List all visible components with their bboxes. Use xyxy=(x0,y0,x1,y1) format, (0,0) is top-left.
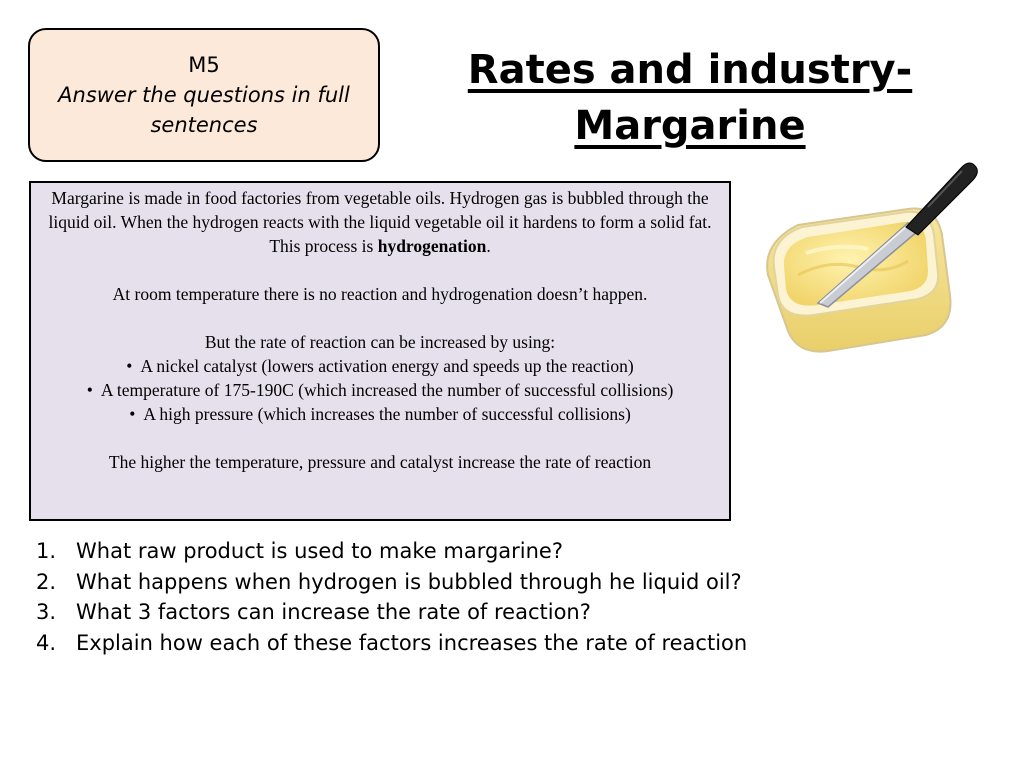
page-title xyxy=(440,42,940,154)
question-text: What happens when hydrogen is bubbled through he liquid oil? xyxy=(76,569,742,594)
info-box xyxy=(29,181,731,521)
question-text: What 3 factors can increase the rate of reaction? xyxy=(76,600,591,624)
question-number: 1. xyxy=(36,539,57,563)
question-text: Explain how each of these factors increases the rate of reaction xyxy=(76,630,748,655)
question-item xyxy=(36,536,996,567)
title-line-2: Margarine xyxy=(574,103,806,149)
question-number: 3. xyxy=(36,600,57,624)
question-item xyxy=(36,597,996,628)
task-code: M5 xyxy=(188,53,220,77)
info-paragraph-1-text: Margarine is made in food factories from vegetable oils. Hydrogen gas is bubbled through the liquid oil. When the hydrogen reacts with the liquid vegetable oil it hardens to form a solid fat. This process is xyxy=(48,188,712,256)
question-number: 2. xyxy=(36,569,57,594)
question-number: 4. xyxy=(36,630,57,655)
bullet-item: • A temperature of 175-190C (which increased the number of successful collisions) xyxy=(41,378,719,402)
question-list xyxy=(36,536,996,658)
question-item xyxy=(36,567,996,598)
info-paragraph-4: The higher the temperature, pressure and catalyst increase the rate of reaction xyxy=(108,452,652,472)
title-line-1: Rates and industry- xyxy=(467,47,913,93)
info-paragraph-1-end: . xyxy=(486,236,491,256)
hydrogenation-term: hydrogenation xyxy=(377,236,487,256)
info-paragraph-3: But the rate of reaction can be increased by using: xyxy=(204,332,556,352)
question-text: What raw product is used to make margarine? xyxy=(76,539,563,563)
question-item xyxy=(36,628,996,659)
info-paragraph-2: At room temperature there is no reaction and hydrogenation doesn’t happen. xyxy=(112,284,648,304)
task-box xyxy=(28,28,380,162)
bullet-item: • A high pressure (which increases the number of successful collisions) xyxy=(41,402,719,426)
margarine-tub-with-knife-icon xyxy=(758,155,998,355)
info-paragraph-1 xyxy=(41,186,719,258)
task-instruction: Answer the questions in full sentences xyxy=(58,83,350,137)
bullet-item: • A nickel catalyst (lowers activation energy and speeds up the reaction) xyxy=(41,354,719,378)
